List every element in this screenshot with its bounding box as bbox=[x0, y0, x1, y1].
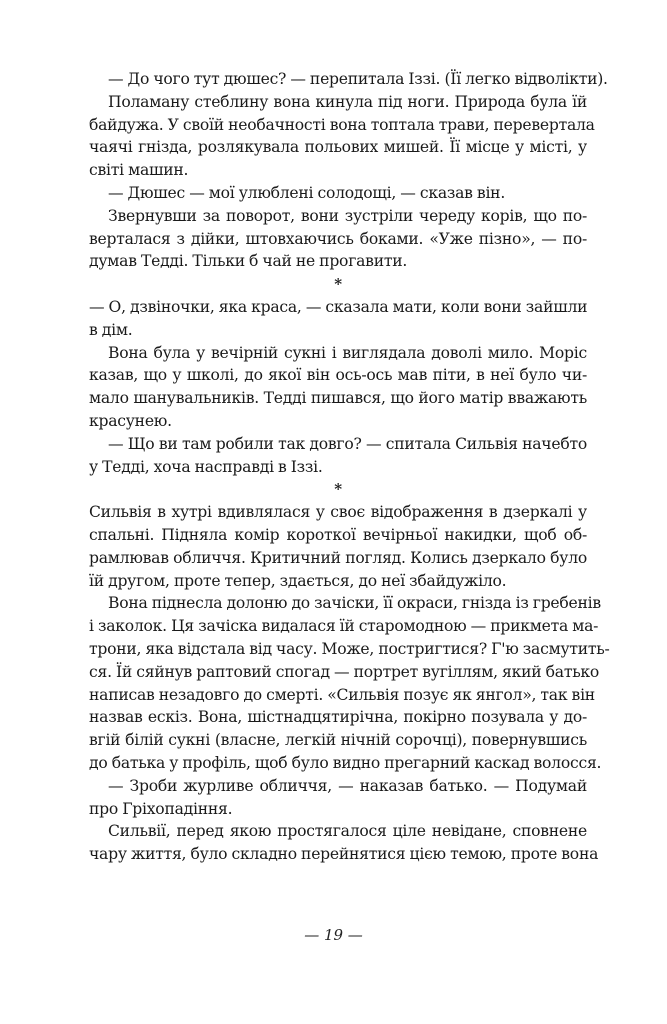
text-line: в дім. bbox=[89, 320, 133, 339]
text-line: — О, дзвіночки, яка краса, — сказала мати, коли вони зайшли bbox=[89, 297, 588, 316]
section-separator: * bbox=[334, 275, 342, 294]
text-line: ся. Їй сяйнув раптовий спогад — портрет вугіллям, який батько bbox=[89, 662, 600, 681]
text-line: до батька у профіль, щоб було видно прегарний каскад волосся. bbox=[89, 753, 602, 772]
text-line: верталася з дійки, штовхаючись боками. «Уже пізно», — по- bbox=[89, 229, 587, 248]
text-line: і заколок. Ця зачіска видалася їй старомодною — прикмета ма- bbox=[89, 617, 599, 636]
section-3 bbox=[89, 501, 610, 866]
text-line: думав Тедді. Тільки б чай не прогавити. bbox=[89, 252, 408, 271]
text-line: рамлював обличчя. Критичний погляд. Колись дзеркало було bbox=[89, 548, 587, 567]
text-line: красунею. bbox=[89, 411, 172, 430]
text-line: написав незадовго до смерті. «Сильвія позує як янгол», так він bbox=[89, 685, 595, 704]
text-line: трони, яка відстала від часу. Може, постригтися? Г'ю засмутить- bbox=[89, 639, 610, 658]
page-number: — 19 — bbox=[304, 926, 363, 944]
text-line: вгій білій сукні (власне, легкій нічній сорочці), повернувшись bbox=[89, 731, 587, 750]
section-separator: * bbox=[334, 480, 342, 499]
text-line: байдужа. У своїй необачності вона топтала трави, перевертала bbox=[89, 115, 595, 134]
text-line: мало шанувальників. Тедді пишався, що його матір вважають bbox=[89, 389, 587, 408]
text-line: їй другом, проте тепер, здається, до неї збайдужіло. bbox=[89, 571, 507, 590]
text-line: чару життя, було складно перейнятися цією темою, проте вона bbox=[89, 845, 599, 864]
text-line: — Дюшес — мої улюблені солодощі, — сказав він. bbox=[108, 183, 506, 202]
text-line: Звернувши за поворот, вони зустріли череду корів, що по- bbox=[108, 206, 587, 225]
text-line: Поламану стеблину вона кинула під ноги. Природа була їй bbox=[108, 92, 587, 111]
text-line: назвав ескіз. Вона, шістнадцятирічна, покірно позувала у до- bbox=[89, 708, 587, 727]
text-line: чаячі гнізда, розлякувала польових мишей. Її місце у місті, у bbox=[89, 138, 587, 157]
text-line: Сильвії, перед якою простягалося ціле невідане, сповнене bbox=[108, 822, 587, 841]
text-line: Сильвія в хутрі вдивлялася у своє відображення в дзеркалі у bbox=[89, 503, 587, 522]
text-line: Вона була у вечірній сукні і виглядала доволі мило. Моріс bbox=[108, 343, 587, 362]
text-line: у Тедді, хоча насправді в Іззі. bbox=[89, 457, 323, 476]
text-line: — До чого тут дюшес? — перепитала Іззі. (Її легко відволікти). bbox=[108, 70, 608, 88]
text-line: казав, що у школі, до якої він ось-ось мав піти, в неї було чи- bbox=[89, 366, 587, 385]
text-line: — Що ви там робили так довго? — спитала Сильвія начебто bbox=[108, 434, 587, 453]
section-2 bbox=[89, 296, 587, 478]
text-line: — Зроби журливе обличчя, — наказав батько. — Подумай bbox=[108, 776, 587, 795]
text-line: про Гріхопадіння. bbox=[89, 799, 233, 818]
text-line: Вона піднесла долоню до зачіски, її окраси, гнізда із гребенів bbox=[108, 594, 601, 613]
text-line: світі машин. bbox=[89, 161, 189, 180]
text-line: спальні. Підняла комір короткої вечірньої накидки, щоб об- bbox=[89, 525, 587, 544]
section-1 bbox=[89, 68, 608, 273]
page-body bbox=[89, 68, 610, 866]
